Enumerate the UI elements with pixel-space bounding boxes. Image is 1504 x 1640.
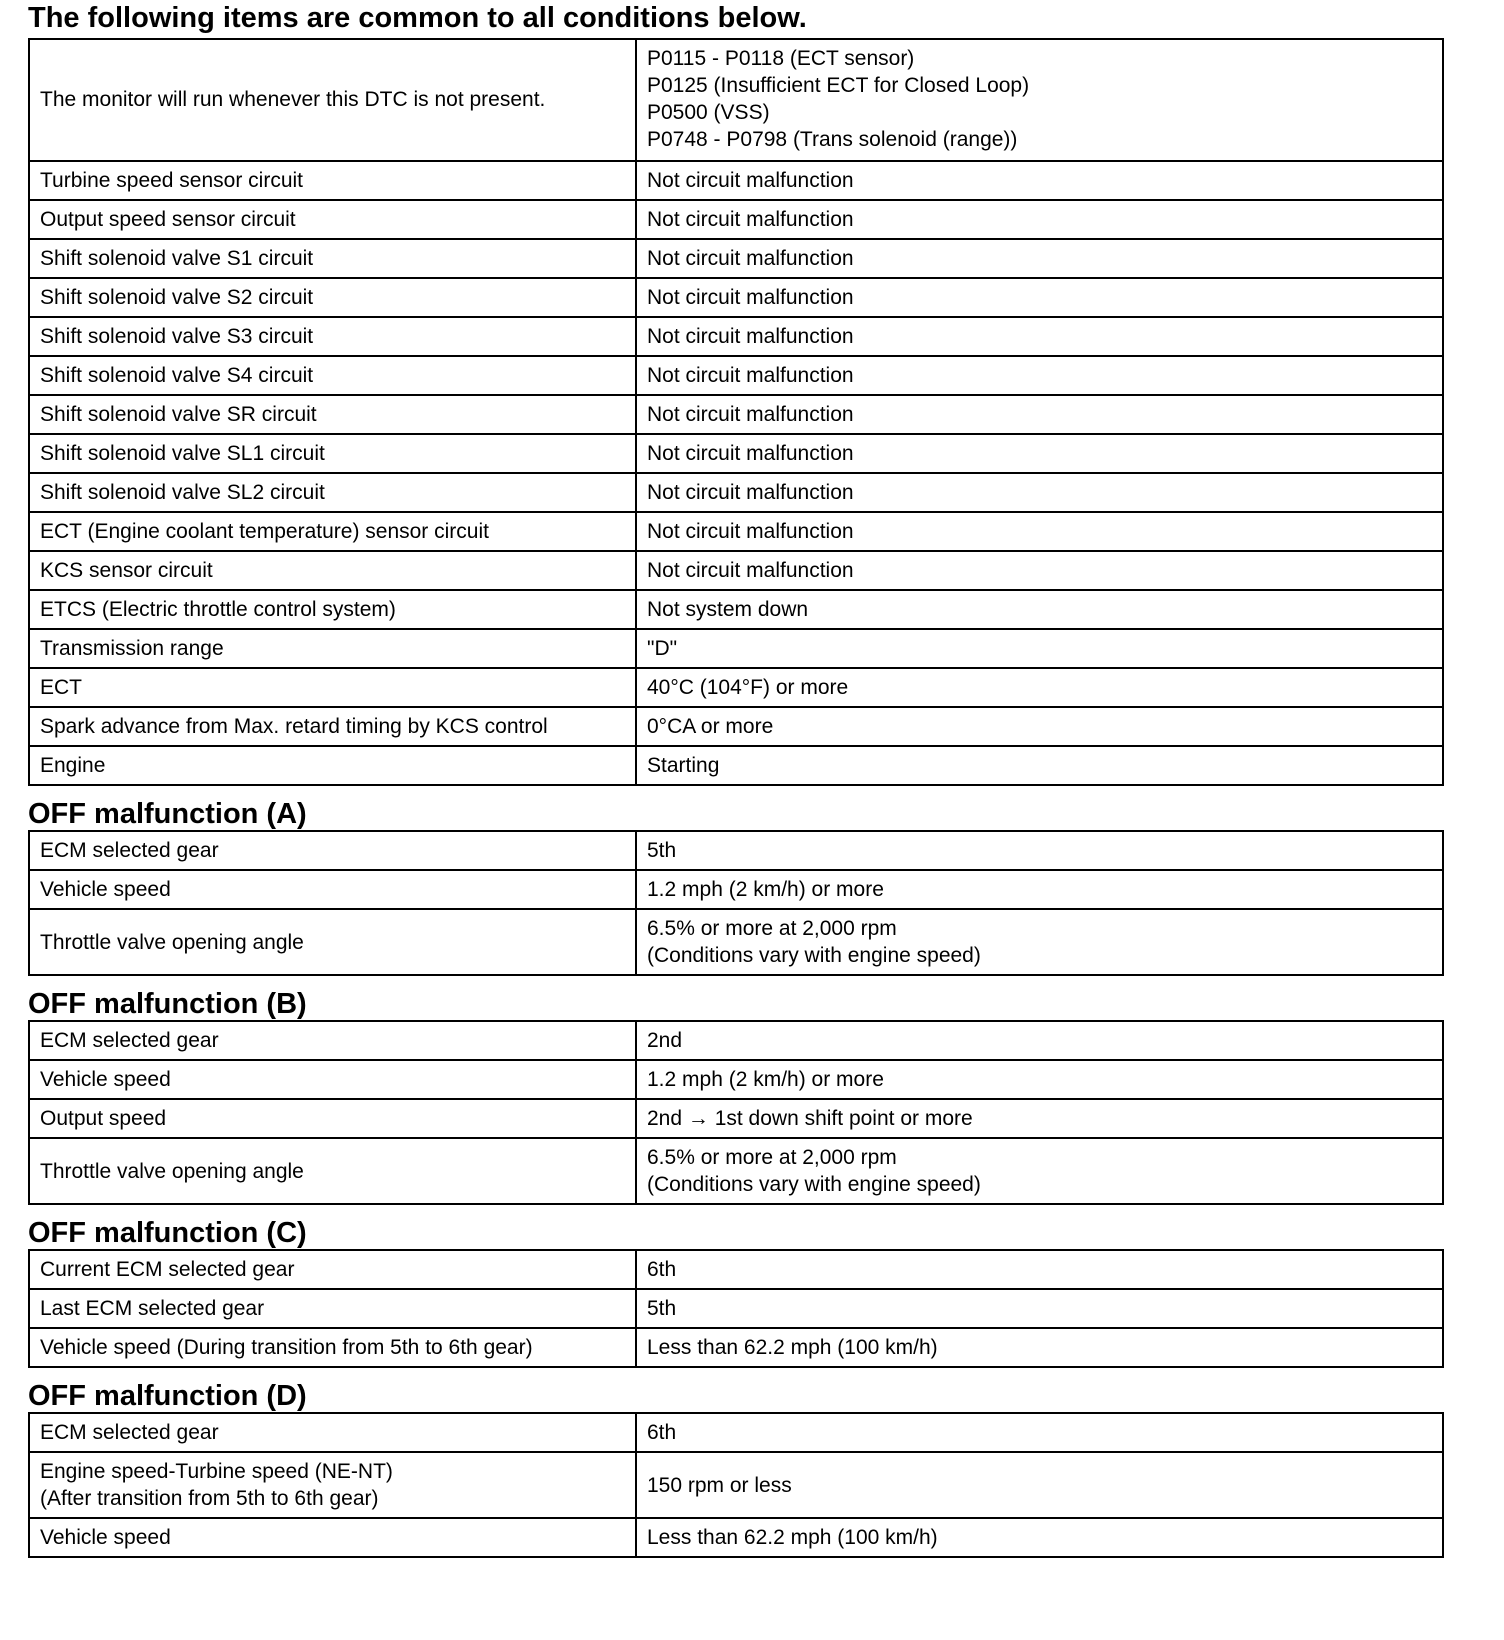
table-row (29, 278, 1443, 317)
table-row (29, 551, 1443, 590)
condition-label: Shift solenoid valve S4 circuit (29, 356, 636, 395)
table-row (29, 1289, 1443, 1328)
table-row (29, 39, 1443, 161)
condition-value: 40°C (104°F) or more (636, 668, 1443, 707)
condition-label: Shift solenoid valve S1 circuit (29, 239, 636, 278)
off-malfunction-a-title: OFF malfunction (A) (28, 798, 307, 830)
value-line: (Conditions vary with engine speed) (647, 1173, 981, 1196)
condition-value: 6th (636, 1413, 1443, 1452)
condition-label (29, 1452, 636, 1518)
table-row (29, 831, 1443, 870)
off-malfunction-b-table (28, 1020, 1444, 1205)
condition-label: Spark advance from Max. retard timing by KCS control (29, 707, 636, 746)
condition-label: ECM selected gear (29, 831, 636, 870)
dtc-code: P0115 - P0118 (ECT sensor) (647, 47, 915, 70)
condition-value: Not circuit malfunction (636, 473, 1443, 512)
condition-label: Vehicle speed (29, 1518, 636, 1557)
table-row (29, 200, 1443, 239)
condition-label: Last ECM selected gear (29, 1289, 636, 1328)
off-malfunction-d-title: OFF malfunction (D) (28, 1380, 307, 1412)
table-row (29, 512, 1443, 551)
condition-value: 2nd → 1st down shift point or more (636, 1099, 1443, 1138)
value-line: (Conditions vary with engine speed) (647, 944, 981, 967)
table-row (29, 909, 1443, 975)
table-row (29, 356, 1443, 395)
dtc-code: P0748 - P0798 (Trans solenoid (range)) (647, 128, 1018, 151)
table-row (29, 590, 1443, 629)
condition-label: ECM selected gear (29, 1413, 636, 1452)
table-row (29, 239, 1443, 278)
dtc-code: P0500 (VSS) (647, 101, 770, 124)
table-row (29, 1413, 1443, 1452)
condition-label: Engine (29, 746, 636, 785)
condition-label: Vehicle speed (29, 870, 636, 909)
off-malfunction-b-title: OFF malfunction (B) (28, 988, 307, 1020)
table-row (29, 668, 1443, 707)
table-row (29, 1060, 1443, 1099)
table-row (29, 1021, 1443, 1060)
condition-label: Vehicle speed (During transition from 5th to 6th gear) (29, 1328, 636, 1367)
condition-label: Shift solenoid valve S3 circuit (29, 317, 636, 356)
condition-label: ECM selected gear (29, 1021, 636, 1060)
condition-value: 6th (636, 1250, 1443, 1289)
condition-value (636, 1138, 1443, 1204)
condition-value: 0°CA or more (636, 707, 1443, 746)
condition-label: Throttle valve opening angle (29, 1138, 636, 1204)
condition-label: Turbine speed sensor circuit (29, 161, 636, 200)
condition-value: 1.2 mph (2 km/h) or more (636, 1060, 1443, 1099)
condition-value: Not circuit malfunction (636, 278, 1443, 317)
condition-label: KCS sensor circuit (29, 551, 636, 590)
condition-value: Less than 62.2 mph (100 km/h) (636, 1518, 1443, 1557)
condition-label: Transmission range (29, 629, 636, 668)
common-conditions-table (28, 38, 1444, 786)
condition-value: 2nd (636, 1021, 1443, 1060)
dtc-code: P0125 (Insufficient ECT for Closed Loop) (647, 74, 1030, 97)
table-row (29, 161, 1443, 200)
condition-value: 5th (636, 831, 1443, 870)
table-row (29, 707, 1443, 746)
condition-value: Not system down (636, 590, 1443, 629)
condition-label: Shift solenoid valve SR circuit (29, 395, 636, 434)
table-row (29, 1518, 1443, 1557)
condition-label: Shift solenoid valve SL2 circuit (29, 473, 636, 512)
condition-label: Shift solenoid valve SL1 circuit (29, 434, 636, 473)
table-row (29, 1452, 1443, 1518)
condition-label: Output speed (29, 1099, 636, 1138)
condition-value: Less than 62.2 mph (100 km/h) (636, 1328, 1443, 1367)
condition-value: Not circuit malfunction (636, 551, 1443, 590)
table-row (29, 1099, 1443, 1138)
condition-value: Not circuit malfunction (636, 239, 1443, 278)
condition-value: Not circuit malfunction (636, 356, 1443, 395)
condition-value: Not circuit malfunction (636, 200, 1443, 239)
condition-value: Starting (636, 746, 1443, 785)
table-row (29, 317, 1443, 356)
condition-value (636, 39, 1443, 161)
table-row (29, 1250, 1443, 1289)
condition-label: The monitor will run whenever this DTC is not present. (29, 39, 636, 161)
condition-label: ECT (29, 668, 636, 707)
table-row (29, 629, 1443, 668)
table-row (29, 746, 1443, 785)
off-malfunction-a-table (28, 830, 1444, 976)
condition-value: 150 rpm or less (636, 1452, 1443, 1518)
value-line: 6.5% or more at 2,000 rpm (647, 1146, 897, 1169)
condition-label: Output speed sensor circuit (29, 200, 636, 239)
condition-value: Not circuit malfunction (636, 434, 1443, 473)
table-row (29, 434, 1443, 473)
condition-value: Not circuit malfunction (636, 161, 1443, 200)
value-line: 6.5% or more at 2,000 rpm (647, 917, 897, 940)
table-row (29, 870, 1443, 909)
label-line: (After transition from 5th to 6th gear) (40, 1487, 379, 1510)
off-malfunction-c-table (28, 1249, 1444, 1368)
condition-label: Current ECM selected gear (29, 1250, 636, 1289)
condition-label: Vehicle speed (29, 1060, 636, 1099)
condition-label: Throttle valve opening angle (29, 909, 636, 975)
condition-value: Not circuit malfunction (636, 317, 1443, 356)
table-row (29, 1138, 1443, 1204)
condition-label: Shift solenoid valve S2 circuit (29, 278, 636, 317)
table-row (29, 473, 1443, 512)
off-malfunction-c-title: OFF malfunction (C) (28, 1217, 307, 1249)
table-row (29, 395, 1443, 434)
condition-value: 1.2 mph (2 km/h) or more (636, 870, 1443, 909)
condition-label: ECT (Engine coolant temperature) sensor circuit (29, 512, 636, 551)
table-row (29, 1328, 1443, 1367)
condition-value (636, 909, 1443, 975)
common-section-title: The following items are common to all conditions below. (28, 2, 807, 34)
condition-value: 5th (636, 1289, 1443, 1328)
condition-value: Not circuit malfunction (636, 395, 1443, 434)
label-line: Engine speed-Turbine speed (NE-NT) (40, 1460, 393, 1483)
condition-value: "D" (636, 629, 1443, 668)
condition-label: ETCS (Electric throttle control system) (29, 590, 636, 629)
off-malfunction-d-table (28, 1412, 1444, 1558)
condition-value: Not circuit malfunction (636, 512, 1443, 551)
